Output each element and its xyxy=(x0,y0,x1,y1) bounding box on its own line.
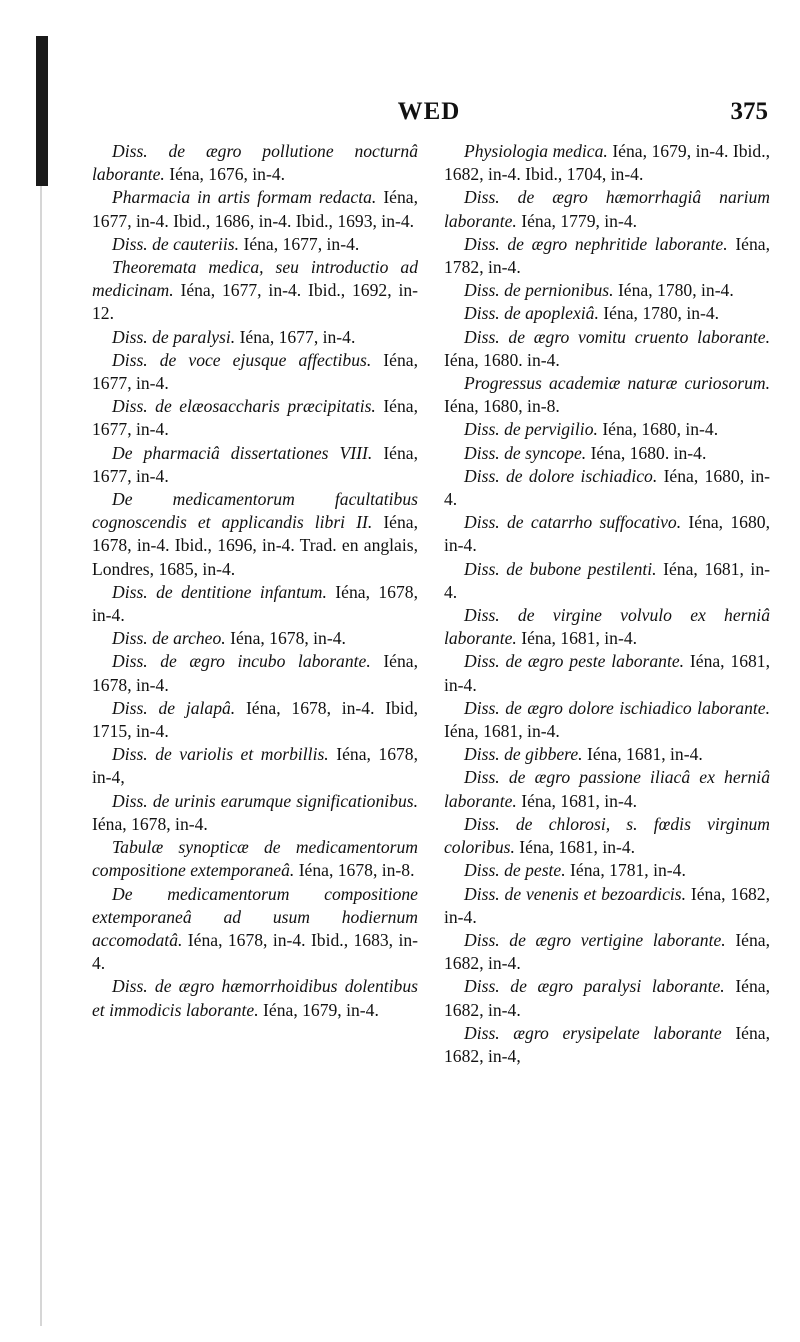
entry-imprint: Iéna, 1681, in-4. xyxy=(444,558,770,602)
entry-imprint: Iéna, 1678, in-4. xyxy=(230,628,346,649)
entry-title: Diss. de urinis earumque significationibus. xyxy=(112,790,418,811)
entry-imprint: Iéna, 1780, in-4. xyxy=(603,303,720,324)
entry-imprint: Iéna, 1677, in-4. Ibid., 1686, in-4. Ibid., 1693, in-4. xyxy=(92,187,418,231)
entry-title: De medicamentorum facultatibus cognoscendis et applicandis libri II. xyxy=(92,489,418,533)
entry-title: Diss. de ægro dolore ischiadico laborante. xyxy=(464,697,770,718)
page-header xyxy=(90,98,768,134)
bibliography-entry xyxy=(92,627,418,650)
page-edge-line xyxy=(40,186,42,1326)
bibliography-entry xyxy=(444,233,770,279)
entry-imprint: Iéna, 1678, in-4. Ibid., 1696, in-4. Trad. en anglais, Londres, 1685, in-4. xyxy=(92,512,418,579)
entry-title: Pharmacia in artis formam redacta. xyxy=(112,187,377,208)
entry-imprint: Iéna, 1680, in-4. xyxy=(602,419,719,440)
entry-title: Diss. de ægro hæmorrhoidibus dolentibus et immodicis laborante. xyxy=(92,976,418,1020)
entry-title: Diss. de ægro vertigine laborante. xyxy=(464,929,726,950)
entry-imprint: Iéna, 1678, in-8. xyxy=(298,860,415,881)
entry-imprint: Iéna, 1681, in-4. xyxy=(519,837,636,858)
bibliography-entry xyxy=(92,697,418,743)
entry-title: Diss. de voce ejusque affectibus. xyxy=(112,349,372,370)
entry-title: Physiologia medica. xyxy=(464,141,608,161)
bibliography-entry xyxy=(444,372,770,418)
entry-title: Diss. de dolore ischiadico. xyxy=(464,465,658,486)
page-number: 375 xyxy=(730,98,768,125)
entry-title: Diss. de elæosaccharis præcipitatis. xyxy=(112,396,376,417)
entry-title: Diss. de venenis et bezoardicis. xyxy=(464,883,687,904)
bibliography-entry xyxy=(444,511,770,557)
entry-imprint: Iéna, 1682, in-4. xyxy=(444,929,770,974)
bibliography-entry xyxy=(444,697,770,743)
bibliography-entry xyxy=(92,395,418,441)
bibliography-entry xyxy=(92,442,418,488)
bibliography-entry xyxy=(444,442,770,465)
entry-imprint: Iéna, 1682, in-4. xyxy=(444,976,770,1020)
entry-imprint: Iéna, 1677, in-4. xyxy=(92,396,418,440)
bibliography-entry xyxy=(444,975,770,1021)
entry-title: Diss. de pernionibus. xyxy=(464,280,614,301)
entry-title: Diss. de ægro peste laborante. xyxy=(464,651,685,672)
bibliography-entry xyxy=(444,279,770,302)
entry-imprint: Iéna, 1678, in-4. xyxy=(92,581,418,626)
entry-imprint: Iéna, 1678, in-4. xyxy=(92,813,208,834)
bibliography-entry xyxy=(444,929,770,975)
entry-title: Diss. de variolis et morbillis. xyxy=(112,744,329,765)
entry-imprint: Iéna, 1678, in-4. Ibid., 1683, in-4. xyxy=(92,929,418,974)
entry-imprint: Iéna, 1677, in-4. Ibid., 1692, in-12. xyxy=(92,280,418,324)
entry-imprint: Iéna, 1679, in-4. xyxy=(263,999,379,1020)
left-column xyxy=(92,140,418,1022)
bibliography-entry xyxy=(92,883,418,976)
entry-imprint: Iéna, 1679, in-4. Ibid., 1682, in-4. Ibid., 1704, in-4. xyxy=(444,141,770,185)
entry-title: Diss. de jalapâ. xyxy=(112,697,236,718)
entry-imprint: Iéna, 1677, in-4. xyxy=(239,326,356,347)
bibliography-entry xyxy=(444,418,770,441)
entry-title: Diss. de ægro hæmorrhagiâ narium laborante. xyxy=(444,187,770,231)
entry-imprint: Iéna, 1781, in-4. xyxy=(570,860,686,881)
entry-imprint: Iéna, 1682, in-4. xyxy=(444,883,770,927)
entry-imprint: Iéna, 1680. in-4. xyxy=(590,442,707,463)
entry-title: Diss. de bubone pestilenti. xyxy=(464,558,657,579)
bibliography-entry xyxy=(444,650,770,696)
bibliography-entry xyxy=(92,488,418,581)
entry-imprint: Iéna, 1680. in-4. xyxy=(444,349,560,370)
entry-title: Diss. de archeo. xyxy=(112,628,226,649)
entry-imprint: Iéna, 1678, in-4. xyxy=(92,651,418,695)
entry-title: Progressus academiæ naturæ curiosorum. xyxy=(464,373,770,394)
entry-title: Diss. de dentitione infantum. xyxy=(112,581,327,602)
entry-imprint: Iéna, 1680, in-8. xyxy=(444,396,560,417)
bibliography-entry xyxy=(444,1022,770,1068)
bibliography-entry xyxy=(92,186,418,232)
entry-title: Diss. de ægro vomitu cruento laborante. xyxy=(464,326,770,347)
bibliography-entry xyxy=(92,581,418,627)
entry-title: Diss. de ægro paralysi laborante. xyxy=(464,976,725,997)
entry-imprint: Iéna, 1680, in-4. xyxy=(444,512,770,556)
bibliography-entry xyxy=(92,326,418,349)
entry-imprint: Iéna, 1681, in-4. xyxy=(586,744,703,765)
running-head: WED xyxy=(397,98,461,125)
entry-title: Tabulæ synopticæ de medicamentorum compositione extemporaneâ. xyxy=(92,837,418,881)
bibliography-entry xyxy=(444,302,770,325)
bibliography-entry xyxy=(444,140,770,186)
page-edge-shadow xyxy=(36,36,48,186)
bibliography-entry xyxy=(444,186,770,232)
bibliography-entry xyxy=(444,558,770,604)
entry-title: Theoremata medica, seu introductio ad medicinam. xyxy=(92,257,418,301)
entry-title: Diss. de ægro passione iliacâ ex herniâ laborante. xyxy=(444,767,770,811)
entry-title: Diss. de syncope. xyxy=(464,442,587,463)
bibliography-entry xyxy=(92,256,418,326)
entry-imprint: Iéna, 1782, in-4. xyxy=(444,233,770,278)
entry-title: Diss. ægro erysipelate laborante xyxy=(464,1022,722,1043)
bibliography-entry xyxy=(444,813,770,859)
entry-title: Diss. de chlorosi, s. fœdis virginum coloribus. xyxy=(444,813,770,858)
entry-title: Diss. de ægro pollutione nocturnâ laborante. xyxy=(92,141,418,185)
bibliography-entry xyxy=(444,326,770,372)
right-column xyxy=(444,140,770,1068)
bibliography-entry xyxy=(444,743,770,766)
entry-title: Diss. de catarrho suffocativo. xyxy=(464,512,682,533)
entry-imprint: Iéna, 1682, in-4, xyxy=(444,1022,770,1066)
bibliography-entry xyxy=(92,790,418,836)
bibliography-entry xyxy=(92,650,418,696)
bibliography-entry xyxy=(92,349,418,395)
entry-title: De medicamentorum compositione extemporaneâ ad usum hodiernum accomodatâ. xyxy=(92,883,418,950)
bibliography-entry xyxy=(92,743,418,789)
entry-imprint: Iéna, 1677, in-4. xyxy=(243,233,360,254)
entry-imprint: Iéna, 1677, in-4. xyxy=(92,442,418,486)
entry-title: Diss. de apoplexiâ. xyxy=(464,303,599,324)
bibliography-entry xyxy=(444,766,770,812)
entry-title: Diss. de virgine volvulo ex herniâ laborante. xyxy=(444,605,770,649)
entry-title: De pharmaciâ dissertationes VIII. xyxy=(112,442,373,463)
entry-title: Diss. de paralysi. xyxy=(112,326,236,347)
entry-title: Diss. de pervigilio. xyxy=(464,419,598,440)
bibliography-entry xyxy=(444,883,770,929)
entry-imprint: Iéna, 1780, in-4. xyxy=(617,280,734,301)
bibliography-entry xyxy=(444,859,770,882)
bibliography-entry xyxy=(444,465,770,511)
entry-title: Diss. de peste. xyxy=(464,860,566,881)
entry-imprint: Iéna, 1681, in-4. xyxy=(521,628,638,649)
entry-imprint: Iéna, 1678, in-4. Ibid, 1715, in-4. xyxy=(92,697,418,742)
entry-imprint: Iéna, 1677, in-4. xyxy=(92,349,418,394)
bibliography-entry xyxy=(92,836,418,882)
bibliography-entry xyxy=(92,140,418,186)
entry-imprint: Iéna, 1681, in-4. xyxy=(444,651,770,695)
entry-title: Diss. de ægro nephritide laborante. xyxy=(464,233,728,254)
entry-imprint: Iéna, 1678, in-4, xyxy=(92,744,418,788)
entry-title: Diss. de ægro incubo laborante. xyxy=(112,651,371,672)
entry-title: Diss. de gibbere. xyxy=(464,744,583,765)
entry-imprint: Iéna, 1676, in-4. xyxy=(169,164,286,185)
entry-imprint: Iéna, 1681, in-4. xyxy=(444,721,560,742)
bibliography-entry xyxy=(92,975,418,1021)
entry-imprint: Iéna, 1680, in-4. xyxy=(444,465,770,510)
entry-imprint: Iéna, 1779, in-4. xyxy=(521,210,638,231)
bibliography-entry xyxy=(92,233,418,256)
entry-title: Diss. de cauteriis. xyxy=(112,233,240,254)
entry-imprint: Iéna, 1681, in-4. xyxy=(521,790,638,811)
bibliography-entry xyxy=(444,604,770,650)
